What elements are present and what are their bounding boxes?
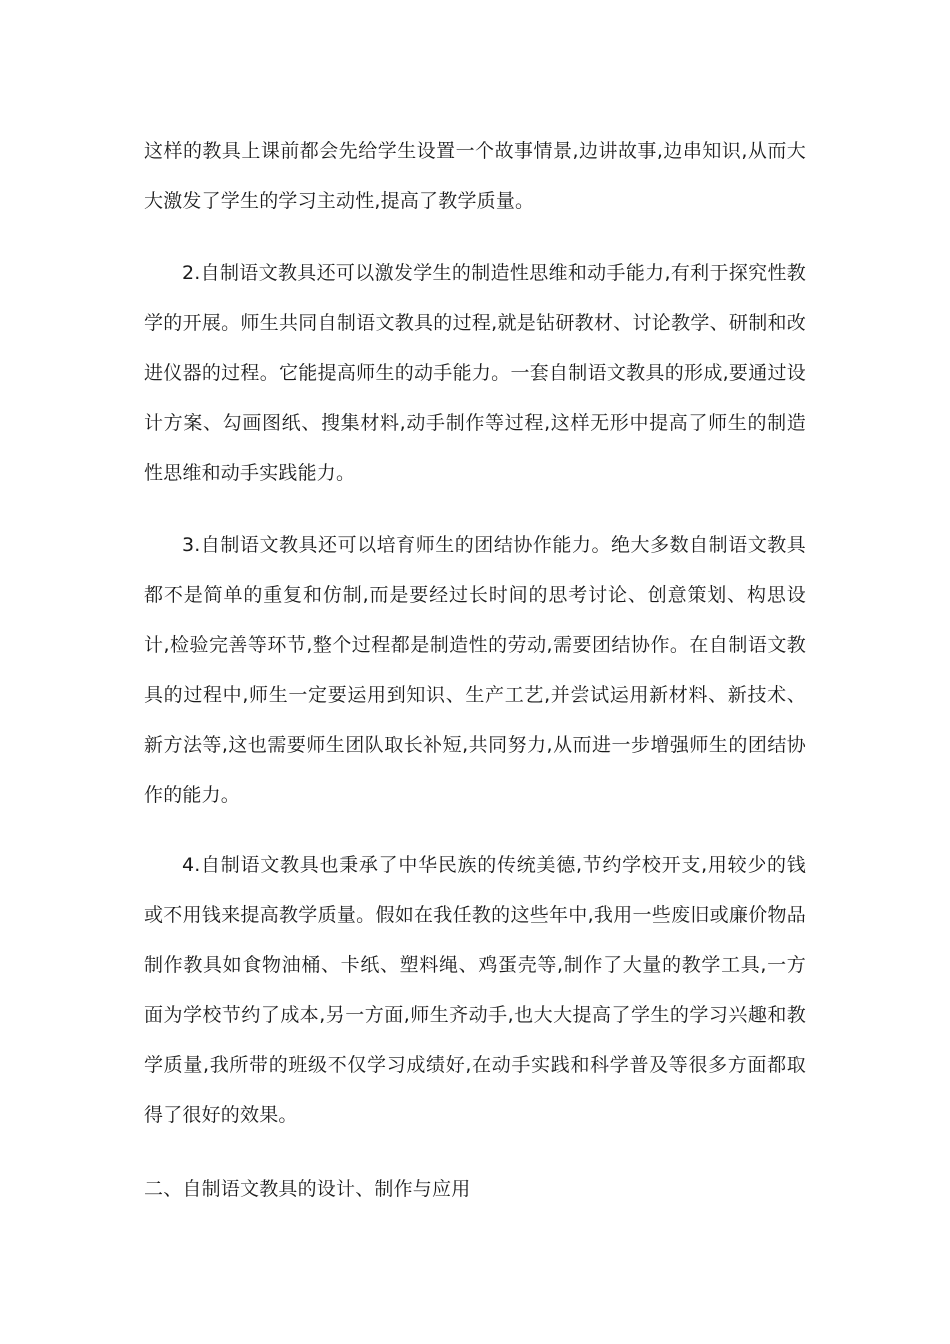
paragraph-point-4: 4.自制语文教具也秉承了中华民族的传统美德,节约学校开支,用较少的钱或不用钱来提高教学质量。假如在我任教的这些年中,我用一些废旧或廉价物品制作教具如食物油桶、卡纸、塑料绳、鸡蛋壳等,制作了大量的教学工具,一方面为学校节约了成本,另一方面,师生齐动手,也大大提高了学生的学习兴趣和教学质量,我所带的班级不仅学习成绩好,在动手实践和科学普及等很多方面都取得了很好的效果。 xyxy=(144,854,806,1126)
section-heading: 二、自制语文教具的设计、制作与应用 xyxy=(144,1178,471,1200)
paragraph-point-3: 3.自制语文教具还可以培育师生的团结协作能力。绝大多数自制语文教具都不是简单的重复和仿制,而是要经过长时间的思考讨论、创意策划、构思设计,检验完善等环节,整个过程都是制造性的劳动,需要团结协作。在自制语文教具的过程中,师生一定要运用到知识、生产工艺,并尝试运用新材料、新技术、新方法等,这也需要师生团队取长补短,共同努力,从而进一步增强师生的团结协作的能力。 xyxy=(144,534,806,806)
paragraph-continuation: 这样的教具上课前都会先给学生设置一个故事情景,边讲故事,边串知识,从而大大激发了学生的学习主动性,提高了教学质量。 xyxy=(144,140,806,212)
paragraph-point-2: 2.自制语文教具还可以激发学生的制造性思维和动手能力,有利于探究性教学的开展。师生共同自制语文教具的过程,就是钻研教材、讨论教学、研制和改进仪器的过程。它能提高师生的动手能力。一套自制语文教具的形成,要通过设计方案、勾画图纸、搜集材料,动手制作等过程,这样无形中提高了师生的制造性思维和动手实践能力。 xyxy=(144,262,806,484)
